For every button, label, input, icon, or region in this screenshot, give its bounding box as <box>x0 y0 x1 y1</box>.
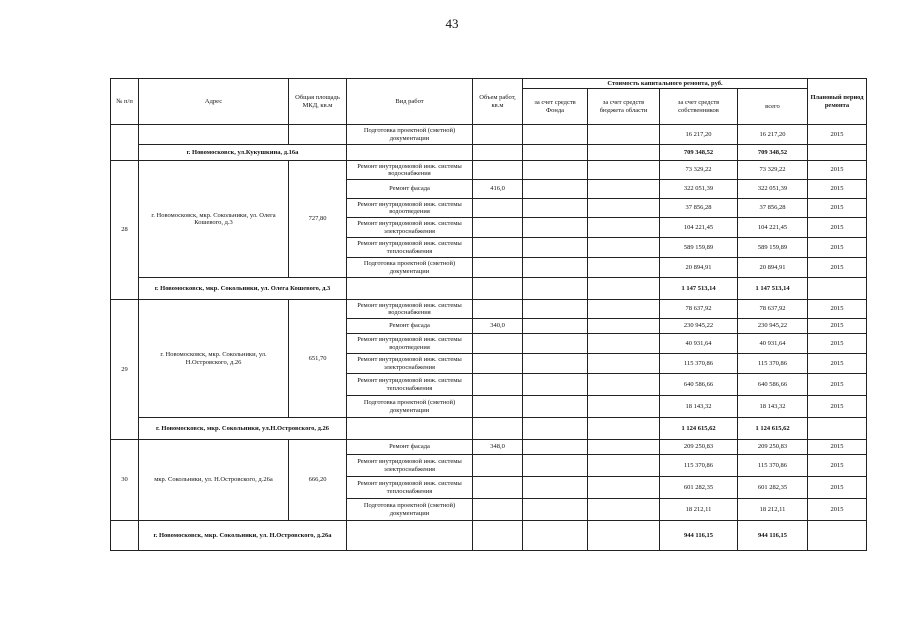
work-cell: Ремонт внутридомовой инж. системы теплоснабжения <box>347 477 473 499</box>
table-row <box>111 300 867 319</box>
owners-cell: 40 931,64 <box>660 334 738 354</box>
work-cell: Ремонт фасада <box>347 440 473 455</box>
volume-cell <box>473 161 523 180</box>
area-cell: 666,20 <box>289 440 347 521</box>
work-cell: Ремонт внутридомовой инж. системы электроснабжения <box>347 354 473 374</box>
subtotal-address: г. Новомосковск, мкр. Сокольники, ул.Н.Островского, д.26 <box>139 418 347 440</box>
subtotal-address: г. Новомосковск, мкр. Сокольники, ул. Н.Островского, д.26а <box>139 521 347 551</box>
subtotal-total: 709 348,52 <box>738 145 808 161</box>
owners-cell: 230 945,22 <box>660 319 738 334</box>
volume-cell <box>473 300 523 319</box>
volume-cell: 348,0 <box>473 440 523 455</box>
capital-repair-table <box>110 78 867 551</box>
work-cell: Ремонт внутридомовой инж. системы водоотведения <box>347 199 473 218</box>
subtotal-row <box>111 145 867 161</box>
subtotal-total: 1 124 615,62 <box>738 418 808 440</box>
owners-cell: 115 370,86 <box>660 354 738 374</box>
period-cell: 2015 <box>808 499 867 521</box>
period-cell: 2015 <box>808 238 867 258</box>
volume-cell <box>473 238 523 258</box>
total-cell: 322 051,39 <box>738 180 808 199</box>
table-row <box>111 440 867 455</box>
total-cell: 73 329,22 <box>738 161 808 180</box>
page-number: 43 <box>445 16 459 31</box>
owners-cell: 78 637,92 <box>660 300 738 319</box>
header-fund: за счет средств Фонда <box>523 89 588 125</box>
period-cell: 2015 <box>808 374 867 396</box>
subtotal-owners: 1 124 615,62 <box>660 418 738 440</box>
period-cell: 2015 <box>808 396 867 418</box>
period-cell: 2015 <box>808 218 867 238</box>
work-cell: Подготовка проектной (сметной) документации <box>347 258 473 278</box>
owners-cell: 115 370,86 <box>660 455 738 477</box>
total-cell: 40 931,64 <box>738 334 808 354</box>
work-cell: Подготовка проектной (сметной) документации <box>347 499 473 521</box>
area-cell: 651,70 <box>289 300 347 418</box>
subtotal-row <box>111 418 867 440</box>
address-cell: г. Новомосковск, мкр. Сокольники, ул. Олега Кошевого, д.3 <box>139 161 289 278</box>
subtotal-owners: 709 348,52 <box>660 145 738 161</box>
owners-cell: 20 894,91 <box>660 258 738 278</box>
subtotal-row <box>111 278 867 300</box>
owners-cell: 589 159,89 <box>660 238 738 258</box>
address-cell: г. Новомосковск, мкр. Сокольники, ул. Н.Островского, д.26 <box>139 300 289 418</box>
header-work-type: Вид работ <box>347 79 473 125</box>
header-volume: Объем работ, кв.м <box>473 79 523 125</box>
period-cell: 2015 <box>808 199 867 218</box>
period-cell: 2015 <box>808 319 867 334</box>
owners-cell: 601 282,35 <box>660 477 738 499</box>
period-cell: 2015 <box>808 125 867 145</box>
total-cell: 78 637,92 <box>738 300 808 319</box>
header-owners: за счет средств собственников <box>660 89 738 125</box>
owners-cell: 73 329,22 <box>660 161 738 180</box>
subtotal-address: г. Новомосковск, ул.Кукушкина, д.16а <box>139 145 347 161</box>
total-cell: 16 217,20 <box>738 125 808 145</box>
subtotal-owners: 944 116,15 <box>660 521 738 551</box>
total-cell: 18 212,11 <box>738 499 808 521</box>
period-cell: 2015 <box>808 300 867 319</box>
row-number: 28 <box>111 161 139 300</box>
volume-cell <box>473 258 523 278</box>
volume-cell <box>473 477 523 499</box>
header-period: Плановый период ремонта <box>808 79 867 125</box>
subtotal-owners: 1 147 513,14 <box>660 278 738 300</box>
total-cell: 104 221,45 <box>738 218 808 238</box>
total-cell: 37 856,28 <box>738 199 808 218</box>
owners-cell: 18 143,32 <box>660 396 738 418</box>
total-cell: 230 945,22 <box>738 319 808 334</box>
subtotal-address: г. Новомосковск, мкр. Сокольники, ул. Олега Кошевого, д.3 <box>139 278 347 300</box>
period-cell: 2015 <box>808 354 867 374</box>
period-cell: 2015 <box>808 180 867 199</box>
work-cell: Ремонт внутридомовой инж. системы электроснабжения <box>347 455 473 477</box>
total-cell: 601 282,35 <box>738 477 808 499</box>
header-address: Адрес <box>139 79 289 125</box>
total-cell: 589 159,89 <box>738 238 808 258</box>
work-cell: Ремонт внутридомовой инж. системы теплоснабжения <box>347 238 473 258</box>
volume-cell <box>473 199 523 218</box>
work-cell: Ремонт фасада <box>347 319 473 334</box>
subtotal-row <box>111 521 867 551</box>
volume-cell: 340,0 <box>473 319 523 334</box>
volume-cell: 416,0 <box>473 180 523 199</box>
row-number: 30 <box>111 440 139 521</box>
volume-cell <box>473 455 523 477</box>
volume-cell <box>473 499 523 521</box>
work-cell: Ремонт фасада <box>347 180 473 199</box>
total-cell: 115 370,86 <box>738 354 808 374</box>
subtotal-total: 1 147 513,14 <box>738 278 808 300</box>
period-cell: 2015 <box>808 258 867 278</box>
owners-cell: 104 221,45 <box>660 218 738 238</box>
volume-cell <box>473 334 523 354</box>
owners-cell: 322 051,39 <box>660 180 738 199</box>
work-cell: Ремонт внутридомовой инж. системы водоотведения <box>347 334 473 354</box>
volume-cell <box>473 374 523 396</box>
work-cell: Ремонт внутридомовой инж. системы водоснабжения <box>347 300 473 319</box>
total-cell: 640 586,66 <box>738 374 808 396</box>
work-cell: Ремонт внутридомовой инж. системы водоснабжения <box>347 161 473 180</box>
address-cell: мкр. Сокольники, ул. Н.Островского, д.26а <box>139 440 289 521</box>
header-region-budget: за счет средств бюджета области <box>588 89 660 125</box>
total-cell: 115 370,86 <box>738 455 808 477</box>
volume-cell <box>473 218 523 238</box>
period-cell: 2015 <box>808 334 867 354</box>
owners-cell: 16 217,20 <box>660 125 738 145</box>
header-num: № п/п <box>111 79 139 125</box>
period-cell: 2015 <box>808 477 867 499</box>
area-cell: 727,80 <box>289 161 347 278</box>
work-cell: Ремонт внутридомовой инж. системы электроснабжения <box>347 218 473 238</box>
volume-cell <box>473 354 523 374</box>
work-cell: Подготовка проектной (сметной) документации <box>347 396 473 418</box>
work-cell: Ремонт внутридомовой инж. системы теплоснабжения <box>347 374 473 396</box>
volume-cell <box>473 396 523 418</box>
table-row <box>111 125 867 145</box>
period-cell: 2015 <box>808 440 867 455</box>
owners-cell: 18 212,11 <box>660 499 738 521</box>
total-cell: 209 250,83 <box>738 440 808 455</box>
total-cell: 18 143,32 <box>738 396 808 418</box>
owners-cell: 209 250,83 <box>660 440 738 455</box>
work-cell: Подготовка проектной (сметной) документации <box>347 125 473 145</box>
header-cost-group: Стоимость капитального ремонта, руб. <box>523 79 808 89</box>
row-number: 29 <box>111 300 139 440</box>
owners-cell: 37 856,28 <box>660 199 738 218</box>
table-row <box>111 161 867 180</box>
owners-cell: 640 586,66 <box>660 374 738 396</box>
header-total: всего <box>738 89 808 125</box>
header-area: Общая площадь МКД, кв.м <box>289 79 347 125</box>
period-cell: 2015 <box>808 455 867 477</box>
period-cell: 2015 <box>808 161 867 180</box>
subtotal-total: 944 116,15 <box>738 521 808 551</box>
total-cell: 20 894,91 <box>738 258 808 278</box>
